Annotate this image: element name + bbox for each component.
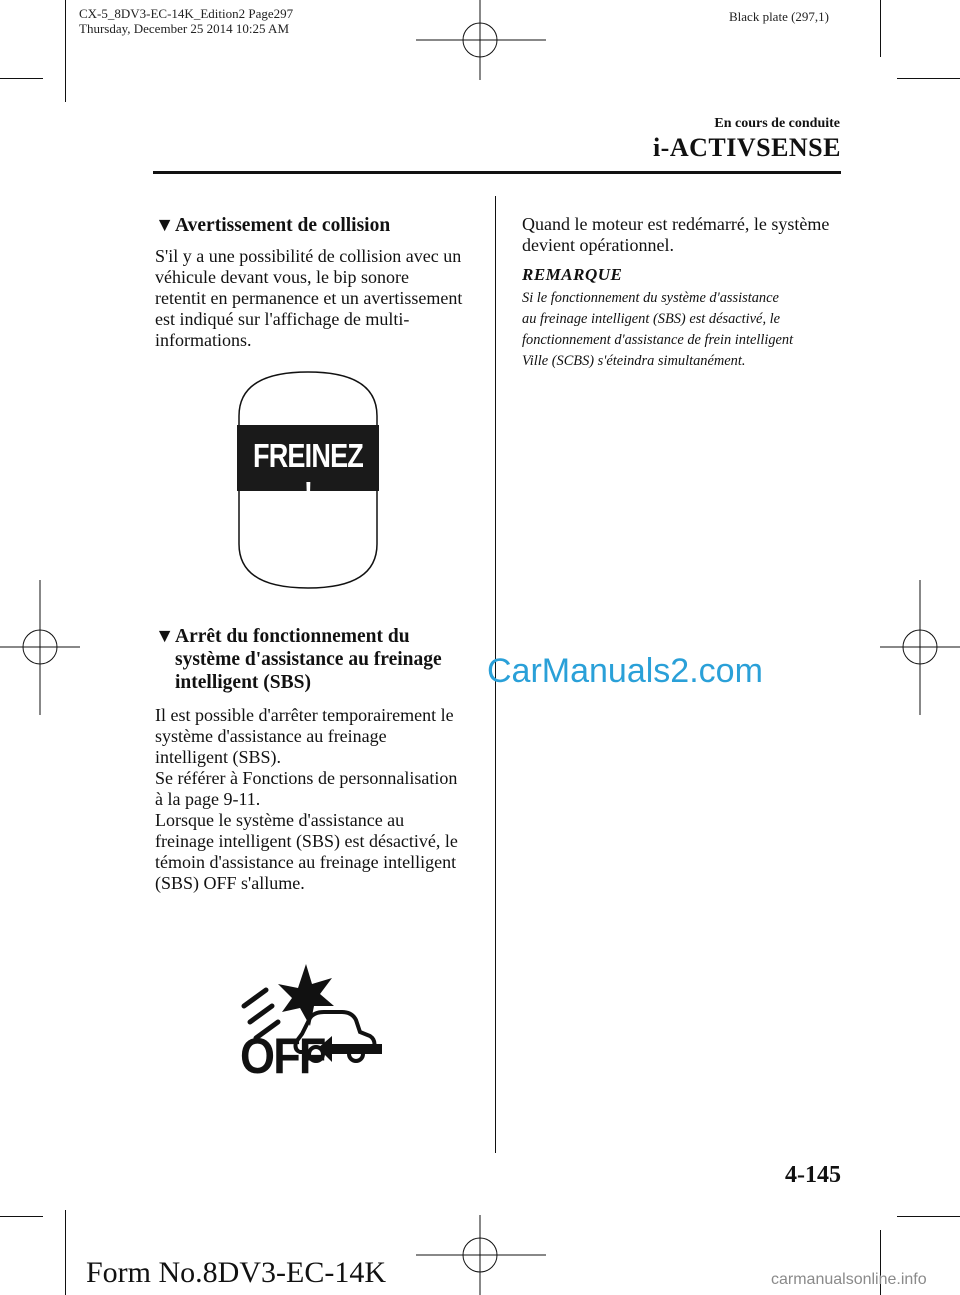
registration-mark-bottom [416,1215,546,1295]
header-rule [153,171,841,174]
crop-mark [65,0,66,102]
off-label: OFF [240,1028,325,1084]
note-title: REMARQUE [522,265,623,284]
paragraph-engine-restart: Quand le moteur est redémarré, le système devient opérationnel. [522,214,830,255]
heading-collision-warning: ▼Avertissement de collision [155,215,391,236]
registration-mark-top [416,0,546,80]
plate-info: Black plate (297,1) [729,9,829,24]
watermark-carmanuals2: CarManuals2.com [487,652,763,690]
crop-mark [0,1216,43,1217]
paragraph-sbs-deactivation: Il est possible d'arrêter temporairement le système d'assistance au freinage intelligent (SBS). Se référer à Fonctions de personnalisation à la page 9-11. Lorsque le système d'assistance au freinage intelligent (SBS) est désactivé, le témoin d'assistance au freinage intelligent (SBS) OFF s'allume. [155,705,458,893]
triangle-bullet-icon: ▼ [155,626,175,647]
registration-mark-left [0,580,80,715]
form-number: Form No.8DV3-EC-14K [86,1256,386,1289]
crop-mark [65,1210,66,1295]
crop-mark [897,1216,960,1217]
crop-mark [0,78,43,79]
sbs-off-indicator-icon [236,960,386,1085]
section-title: En cours de conduite [714,116,840,131]
note-text: Si le fonctionnement du système d'assistance au freinage intelligent (SBS) est désactivé, le fonctionnement d'assistance de frein intelligent Ville (SCBS) s'éteindra simultanément. [522,290,794,369]
page-number: 4-145 [785,1162,841,1188]
heading-sbs-deactivation: ▼Arrêt du fonctionnement du système d'assistance au freinage intelligent (SBS) [155,626,442,693]
date-line: Thursday, December 25 2014 10:25 AM [79,21,290,36]
freinez-warning-text: FREINEZ ! [252,437,364,512]
watermark-carmanualsonline: carmanualsonline.info [771,1271,927,1288]
crop-mark [880,0,881,57]
registration-mark-right [880,580,960,715]
chapter-title: i-ACTIVSENSE [652,133,841,162]
brake-display-illustration [233,366,383,594]
triangle-bullet-icon: ▼ [155,215,175,236]
print-file-info [79,6,293,36]
file-line: CX-5_8DV3-EC-14K_Edition2 Page297 [79,6,294,21]
crop-mark [897,78,960,79]
paragraph-collision-warning: S'il y a une possibilité de collision avec un véhicule devant vous, le bip sonore retentit en permanence et un avertissement est indiqué sur l'affichage de multi- informations. [155,246,463,350]
